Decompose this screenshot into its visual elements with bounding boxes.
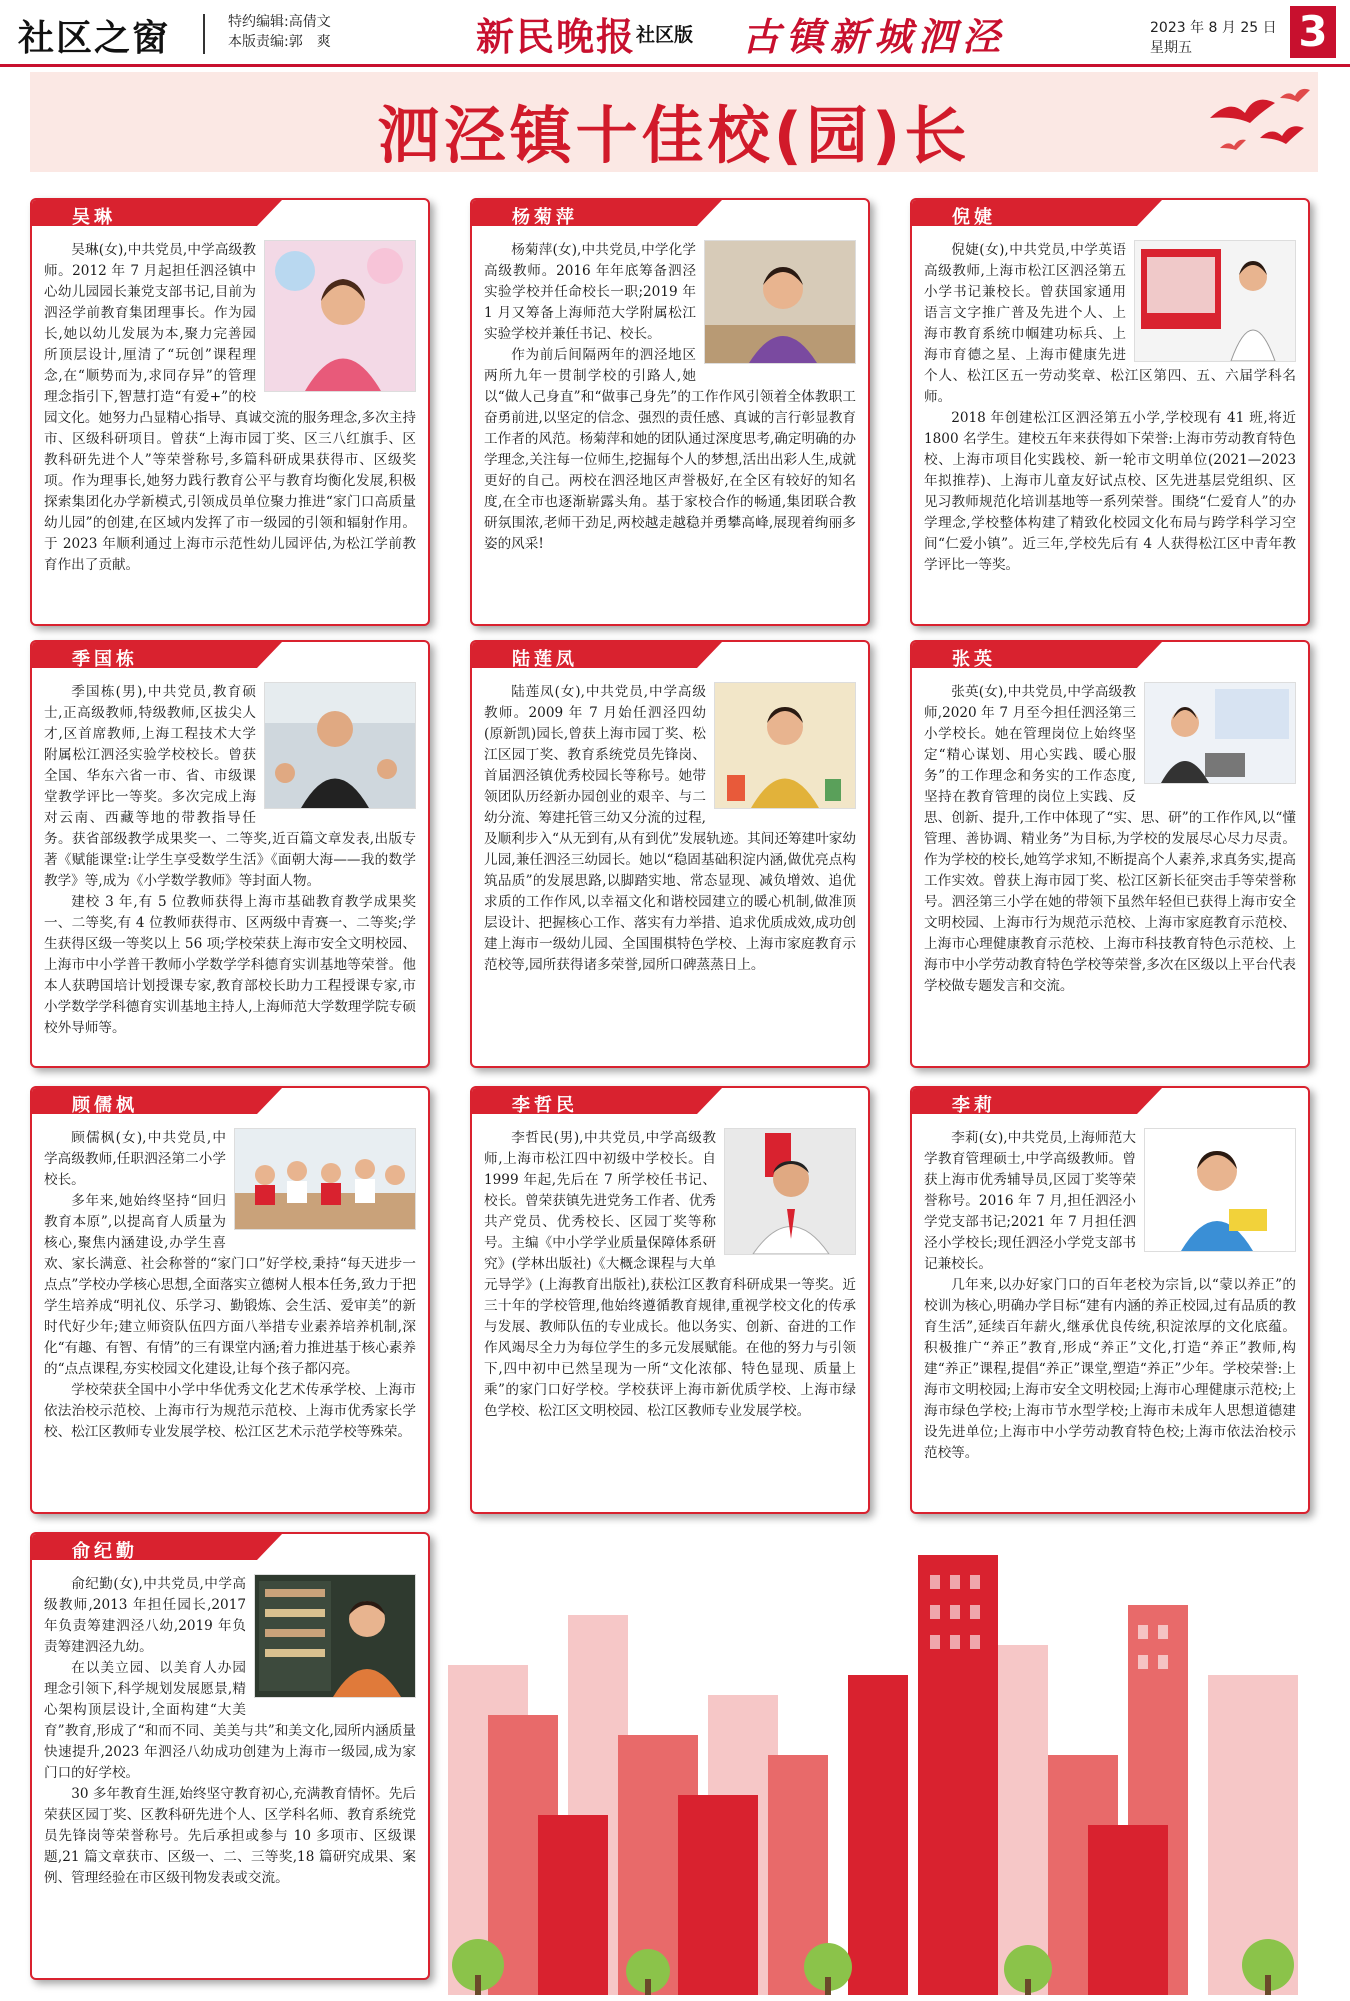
profile-card-4 [30, 640, 430, 1068]
weekday-text: 星期五 [1150, 40, 1192, 56]
profile-text [924, 682, 1296, 1058]
page-number: 3 [1290, 6, 1336, 58]
masthead-divider [203, 14, 205, 54]
profile-text [44, 1574, 416, 1970]
profile-name: 倪婕 [952, 207, 996, 228]
page-editor: 本版责编:郭 爽 [228, 34, 331, 50]
profile-card-2 [470, 198, 870, 626]
portrait-photo [254, 1574, 416, 1698]
paragraph: 顾儒枫(女),中共党员,中学高级教师,任职泗泾第二小学校长。 [44, 1130, 226, 1188]
profile-text [44, 682, 416, 1058]
issue-date [1150, 18, 1277, 58]
profile-text [44, 1128, 416, 1504]
profile-card-6 [910, 640, 1310, 1068]
profile-text [44, 240, 416, 616]
edition-label: 社区版 [636, 24, 694, 46]
banner-title: 泗泾镇十佳校(园)长 [377, 99, 971, 172]
paragraph: 2018 年创建松江区泗泾第五小学,学校现有 41 班,将近 1800 名学生。建校五年来获得如下荣誉:上海市劳动教育特色校、上海市项目化实践校、新一轮市文明单位(2021—2023 年拟推荐)、上海市儿童友好试点校、区先进基层党组织、区见习教师规范化培训基地等一系列荣誉。围绕“仁爱育人”的办学理念,学校整体构建了精致化校园文化布局与跨学科学习空间“仁爱小镇”。近三年,学校先后有 4 人获得松江区中青年教学评比一等奖。 [924, 410, 1296, 573]
paragraph: 李哲民(男),中共党员,中学高级教师,上海市松江四中初级中学校长。自 1999 年起,先后在 7 所学校任书记、校长。曾荣获镇先进党务工作者、优秀共产党员、优秀校长、区园丁奖等称号。主编《中小学学业质量保障体系研究》(学林出版社)《大概念课程与大单元导学》(上海教育出版社),获松江区教育科研成果一等奖。近三十年的学校管理,他始终遵循教育规律,重视学校文化的传承与发展、教师队伍的专业成长。他以务实、创新、奋进的工作作风竭尽全力为每位学生的多元发展赋能。在他的努力与引领下,四中初中已然呈现为一所“文化浓郁、特色显现、质量上乘”的家门口好学校。学校获评上海市新优质学校、上海市绿色学校、松江区文明校园、松江区教师专业发展学校。 [484, 1130, 856, 1419]
profile-card-5 [470, 640, 870, 1068]
profile-text [484, 682, 856, 1058]
portrait-photo [1134, 240, 1296, 362]
portrait-photo [234, 1128, 416, 1230]
profile-text [924, 240, 1296, 616]
paragraph: 季国栋(男),中共党员,教育硕士,正高级教师,特级教师,区拔尖人才,区首席教师,上海工程技术大学附属松江泗泾实验学校校长。曾获全国、华东六省一市、省、市级课堂教学评比一等奖。多次完成上海对云南、西藏等地的带教指导任务。获省部级教学成果奖一、二等奖,近百篇文章发表,出版专著《赋能课堂:让学生享受数学生活》《面朝大海——我的数学教学》等,成为《小学数学教师》等封面人物。 [44, 684, 416, 889]
section-title: 社区之窗 [18, 18, 171, 59]
town-name: 古镇新城泗泾 [742, 14, 1007, 59]
portrait-photo [1144, 1128, 1296, 1252]
paragraph: 张英(女),中共党员,中学高级教师,2020 年 7 月至今担任泗泾第三小学校长。她在管理岗位上始终坚定“精心谋划、用心实践、暖心服务”的工作理念和务实的工作态度,坚持在教育管理的岗位上实践、反思、创新、提升,工作中体现了“实、思、研”的工作作风,以“懂管理、善协调、精业务”为目标,为学校的发展尽心尽力尽责。作为学校的校长,她笃学求知,不断提高个人素养,求真务实,提高工作实效。曾获上海市园丁奖、松江区新长征突击手等荣誉称号。泗泾第三小学在她的带领下虽然年轻但已获得上海市安全文明校园、上海市行为规范示范校、上海市家庭教育示范校、上海市心理健康教育示范校、上海市科技教育特色示范校、上海市中小学劳动教育特色学校等荣誉,多次在区级以上平台代表学校做专题发言和交流。 [924, 684, 1296, 994]
profile-card-10 [30, 1532, 430, 1980]
profile-name: 张英 [952, 649, 996, 670]
portrait-photo [704, 240, 856, 364]
portrait-photo [1144, 682, 1296, 784]
profile-name: 李哲民 [512, 1095, 578, 1116]
profile-name: 顾儒枫 [72, 1095, 138, 1116]
portrait-photo [724, 1128, 856, 1255]
masthead-rule [0, 64, 1350, 67]
portrait-photo [714, 682, 856, 809]
profile-text [484, 240, 856, 616]
paragraph: 几年来,以办好家门口的百年老校为宗旨,以“蒙以养正”的校训为核心,明确办学目标“建有内涵的养正校园,过有品质的教育生活”,延续百年薪火,继承优良传统,积淀浓厚的文化底蕴。积极推广“养正”教育,形成“养正”文化,打造“养正”教师,构建“养正”课程,提倡“养正”课堂,塑造“养正”少年。学校荣誉:上海市文明校园;上海市安全文明校园;上海市心理健康示范校;上海市绿色学校;上海市节水型学校;上海市未成年人思想道德建设先进单位;上海市中小学劳动教育特色校;上海市依法治校示范校等。 [924, 1277, 1296, 1461]
paragraph: 俞纪勤(女),中共党员,中学高级教师,2013 年担任园长,2017 年负责筹建泗泾八幼,2019 年负责筹建泗泾九幼。 [44, 1576, 246, 1655]
paragraph: 30 多年教育生涯,始终坚守教育初心,充满教育情怀。先后荣获区园丁奖、区教科研先进个人、区学科名师、教育系统党员先锋岗等荣誉称号。先后承担或参与 10 多项市、区级课题,21 篇文章获市、区级一、二、三等奖,18 篇研究成果、案例、管理经验在市区级刊物发表或交流。 [44, 1786, 416, 1886]
special-editor: 特约编辑:高倩文 [228, 14, 331, 30]
profile-name: 陆莲凤 [512, 649, 578, 670]
profile-card-3 [910, 198, 1310, 626]
city-skyline-illustration [448, 1495, 1328, 1995]
title-banner [30, 72, 1318, 172]
paragraph: 倪婕(女),中共党员,中学英语高级教师,上海市松江区泗泾第五小学书记兼校长。曾获国家通用语言文字推广普及先进个人、上海市教育系统巾帼建功标兵、上海市育德之星、上海市健康先进个人、松江区五一劳动奖章、松江区第四、五、六届学科名师。 [924, 242, 1296, 405]
paragraph: 吴琳(女),中共党员,中学高级教师。2012 年 7 月起担任泗泾镇中心幼儿园园长兼党支部书记,目前为泗泾学前教育集团理事长。作为园长,她以幼儿发展为本,聚力完善园所顶层设计,厘清了“玩创”课程理念,在“顺势而为,求同存异”的管理理念指引下,智慧打造“有爱+”的校园文化。她努力凸显精心指导、真诚交流的服务理念,多次主持市、区级科研项目。曾获“上海市园丁奖、区三八红旗手、区教科研先进个人”等荣誉称号,多篇科研成果获得市、区级奖项。作为理事长,她努力践行教育公平与教育均衡化发展,积极探索集团化办学新模式,引领成员单位聚力推进“家门口高质量幼儿园”的创建,在区域内发挥了市一级园的引领和辐射作用。于 2023 年顺利通过上海市示范性幼儿园评估,为松江学前教育作出了贡献。 [44, 242, 416, 573]
paragraph: 陆莲凤(女),中共党员,中学高级教师。2009 年 7 月始任泗泾四幼(原新凯)园长,曾获上海市园丁奖、松江区园丁奖、教育系统党员先锋岗、首届泗泾镇优秀校园长等称号。她带领团队历经新办园创业的艰辛、与二幼分流、筹建托管三幼又分流的过程,及顺利步入“从无到有,从有到优”发展轨迹。其间还筹建叶家幼儿园,兼任泗泾三幼园长。她以“稳固基础积淀内涵,做优亮点构筑品质”的发展思路,以脚踏实地、常态显现、减负增效、追优求质的工作作风,以幸福文化和谐校园建立的暖心机制,做准顶层设计、把握核心工作、落实有力举措、追求优质成效,成功创建上海市一级幼儿园、全国围棋特色学校、上海市家庭教育示范校等,园所获得诸多荣誉,园所口碑蒸蒸日上。 [484, 684, 856, 973]
masthead [0, 0, 1350, 62]
paragraph: 在以美立园、以美育人办园理念引领下,科学规划发展愿景,精心架构顶层设计,全面构建“大美育”教育,形成了“和而不同、美美与共”和美文化,园所内涵质量快速提升,2023 年泗泾八幼成功创建为上海市一级园,成为家门口的好学校。 [44, 1660, 416, 1781]
profile-text [924, 1128, 1296, 1504]
profile-name: 俞纪勤 [72, 1541, 138, 1562]
date-text: 2023 年 8 月 25 日 [1150, 20, 1277, 36]
profile-card-1 [30, 198, 430, 626]
profile-text [484, 1128, 856, 1504]
editor-credits [228, 12, 331, 52]
profile-name: 季国栋 [72, 649, 138, 670]
paragraph: 李莉(女),中共党员,上海师范大学教育管理硕士,中学高级教师。曾获上海市优秀辅导员,区园丁奖等荣誉称号。2016 年 7 月,担任泗泾小学党支部书记;2021 年 7 月担任泗泾小学校长;现任泗泾小学党支部书记兼校长。 [924, 1130, 1136, 1272]
paragraph: 杨菊萍(女),中共党员,中学化学高级教师。2016 年年底筹备泗泾实验学校并任命校长一职;2019 年 1 月又筹备上海师范大学附属松江实验学校并兼任书记、校长。 [484, 242, 696, 342]
portrait-photo [264, 682, 416, 809]
paragraph: 多年来,她始终坚持“回归教育本原”,以提高育人质量为核心,聚焦内涵建设,办学生喜欢、家长满意、社会称誉的“家门口”好学校,秉持“每天进步一点点”学校办学核心思想,全面落实立德树人根本任务,致力于把学生培养成“明礼仪、乐学习、勤锻炼、会生活、爱审美”的新时代好少年;建立师资队伍四方面八举措专业素养培养机制,深化“有趣、有智、有情”的三有课堂内涵;着力推进基于核心素养的“点点课程,夯实校园文化建设,让每个孩子都闪亮。 [44, 1193, 416, 1377]
red-birds-decoration [1200, 78, 1320, 168]
profile-name: 吴琳 [72, 207, 116, 228]
paragraph: 作为前后间隔两年的泗泾地区两所九年一贯制学校的引路人,她以“做人己身直”和“做事己身先”的工作作风引领着全体教职工奋勇前进,以坚定的信念、强烈的责任感、真诚的言行彰显教育工作者的风范。杨菊萍和她的团队通过深度思考,确定明确的办学理念,关注每一位师生,挖掘每个人的梦想,活出出彩人生,成就更好的自己。两校在泗泾地区声誉极好,在全区有较好的知名度,在全市也逐渐崭露头角。基于家校合作的畅通,集团联合教研氛围浓,老师干劲足,两校越走越稳并勇攀高峰,展现着绚丽多姿的风采! [484, 347, 856, 552]
paragraph: 学校荣获全国中小学中华优秀文化艺术传承学校、上海市依法治校示范校、上海市行为规范示范校、上海市优秀家长学校、松江区教师专业发展学校、松江区艺术示范学校等殊荣。 [44, 1382, 416, 1440]
profile-card-8 [470, 1086, 870, 1514]
newspaper-name: 新民晚报 [476, 14, 637, 59]
profile-name: 李莉 [952, 1095, 996, 1116]
paragraph: 建校 3 年,有 5 位教师获得上海市基础教育教学成果奖一、二等奖,有 4 位教师获得市、区两级中青赛一、二等奖;学生获得区级一等奖以上 56 项;学校荣获上海市安全文明校园、上海市中小学普干教师小学数学学科德育实训基地等荣誉。他本人获聘国培计划授课专家,教育部校长助力工程授课专家,市小学数学学科德育实训基地主持人,上海师范大学数理学院专硕校外导师等。 [44, 894, 416, 1036]
portrait-photo [264, 240, 416, 392]
profile-name: 杨菊萍 [512, 207, 578, 228]
profile-card-7 [30, 1086, 430, 1514]
profile-card-9 [910, 1086, 1310, 1514]
